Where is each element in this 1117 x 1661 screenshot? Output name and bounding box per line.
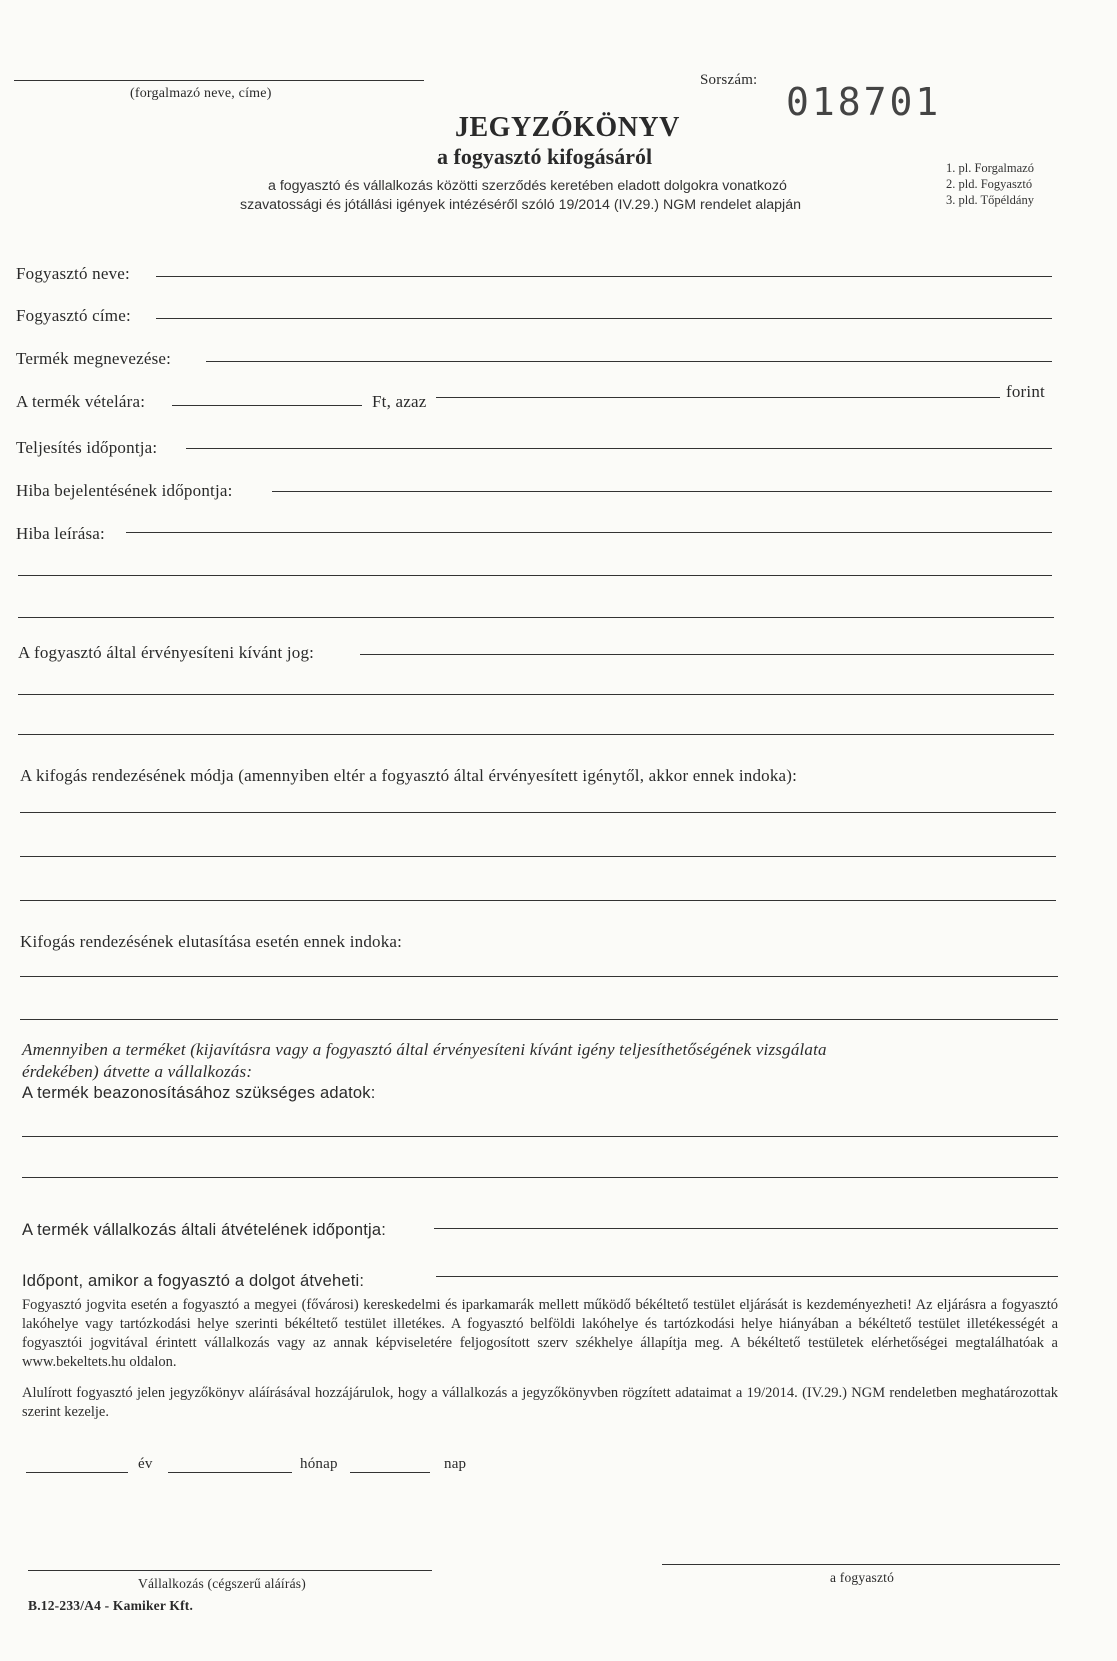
identification-data-line-2[interactable]: [22, 1177, 1058, 1178]
price-words-field[interactable]: [436, 397, 1000, 398]
takeover-date-field[interactable]: [434, 1228, 1058, 1229]
form-code: B.12-233/A4 - Kamiker Kft.: [28, 1598, 194, 1613]
product-name-label: Termék megnevezése:: [16, 349, 172, 368]
identification-data-label: A termék beazonosításához szükséges adatok:: [22, 1084, 376, 1102]
dispute-notice: Fogyasztó jogvita esetén a fogyasztó a megyei (fővárosi) kereskedelmi és iparkamarák mellett működő békéltető testület eljárását is kezdeményezheti! Az eljárásra a fogyasztó lakóhelye vagy tartózkodási helye szerinti békéltető testület illetékes. A fogyasztó belföldi lakóhelye és tartózkodási helye hiányában a békéltető testület illetékességét a fogyasztói jogvitával érintett vállalkozás vagy az annak képviseletére feljogosított szerv székhelye állapítja meg. A békéltető testületek elérhetőségei megtalálhatóak a www.bekeltets.hu oldalon.: [22, 1297, 1058, 1370]
consent-notice: Alulírott fogyasztó jelen jegyzőkönyv aláírásával hozzájárulok, hogy a vállalkozás a jegyzőkönyvben rögzített adataimat a 19/2014. (IV.29.) NGM rendeletben meghatározottak szerint kezelje.: [22, 1385, 1058, 1420]
product-name-field[interactable]: [206, 361, 1052, 362]
rejection-reason-line-2[interactable]: [20, 1019, 1058, 1020]
consumer-name-field[interactable]: [156, 276, 1052, 277]
return-date-label: Időpont, amikor a fogyasztó a dolgot átveheti:: [22, 1272, 365, 1290]
fault-report-date-field[interactable]: [272, 491, 1052, 492]
copy-item: 1. pl. Forgalmazó: [946, 161, 1034, 175]
taken-over-note-line-2: érdekében) átvette a vállalkozás:: [22, 1062, 253, 1081]
return-date-field[interactable]: [436, 1276, 1058, 1277]
completion-date-field[interactable]: [186, 448, 1052, 449]
legal-basis-line-1: a fogyasztó és vállalkozás közötti szerződés keretében eladott dolgokra vonatkozó: [268, 178, 787, 194]
consumer-name-label: Fogyasztó neve:: [16, 264, 130, 283]
claimed-right-field[interactable]: [360, 654, 1054, 655]
legal-basis-line-2: szavatossági és jótállási igények intézéséről szóló 19/2014 (IV.29.) NGM rendelet alapján: [240, 197, 801, 213]
seller-line[interactable]: [14, 80, 424, 81]
day-label: nap: [444, 1456, 467, 1472]
price-ft-label: Ft, azaz: [372, 392, 427, 411]
fault-report-date-label: Hiba bejelentésének időpontja:: [16, 481, 233, 500]
month-label: hónap: [300, 1456, 338, 1472]
claimed-right-line-2[interactable]: [18, 694, 1054, 695]
serial-number: 018701: [786, 80, 942, 124]
fault-description-line-3[interactable]: [18, 617, 1054, 618]
seller-caption: (forgalmazó neve, címe): [130, 86, 272, 101]
rejection-reason-label: Kifogás rendezésének elutasítása esetén ennek indoka:: [20, 932, 403, 951]
company-signature-caption: Vállalkozás (cégszerű aláírás): [138, 1576, 306, 1591]
copy-item: 3. pld. Tőpéldány: [946, 193, 1034, 207]
consumer-signature-line[interactable]: [662, 1564, 1060, 1565]
price-label: A termék vételára:: [16, 392, 146, 411]
identification-data-line-1[interactable]: [22, 1136, 1058, 1137]
company-signature-line[interactable]: [28, 1570, 432, 1571]
claimed-right-label: A fogyasztó által érvényesíteni kívánt jog:: [18, 643, 315, 662]
month-field[interactable]: [168, 1472, 292, 1473]
rejection-reason-line-1[interactable]: [20, 976, 1058, 977]
page-subtitle: a fogyasztó kifogásáról: [437, 144, 653, 169]
completion-date-label: Teljesítés időpontja:: [16, 438, 158, 457]
takeover-date-label: A termék vállalkozás általi átvételének időpontja:: [22, 1221, 387, 1239]
fault-description-line-2[interactable]: [18, 575, 1052, 576]
consumer-address-field[interactable]: [156, 318, 1052, 319]
consumer-address-label: Fogyasztó címe:: [16, 306, 131, 325]
copy-item: 2. pld. Fogyasztó: [946, 177, 1033, 191]
copy-list: [946, 160, 1034, 208]
price-number-field[interactable]: [172, 405, 362, 406]
claimed-right-line-3[interactable]: [18, 734, 1054, 735]
taken-over-note-line-1: Amennyiben a terméket (kijavításra vagy a fogyasztó által érvényesíteni kívánt igény teljesíthetőségének vizsgálata: [22, 1040, 827, 1059]
consumer-signature-caption: a fogyasztó: [830, 1570, 895, 1585]
settlement-method-label: A kifogás rendezésének módja (amennyiben eltér a fogyasztó által érvényesített igénytől, akkor ennek indoka):: [20, 766, 798, 785]
page-title: JEGYZŐKÖNYV: [455, 112, 680, 143]
year-field[interactable]: [26, 1472, 128, 1473]
day-field[interactable]: [350, 1472, 430, 1473]
settlement-method-line-1[interactable]: [20, 812, 1056, 813]
year-label: év: [138, 1456, 153, 1472]
settlement-method-line-3[interactable]: [20, 900, 1056, 901]
fault-description-label: Hiba leírása:: [16, 524, 105, 543]
fault-description-field[interactable]: [126, 532, 1052, 533]
price-forint-label: forint: [1006, 382, 1045, 401]
settlement-method-line-2[interactable]: [20, 856, 1056, 857]
serial-label: Sorszám:: [700, 72, 758, 88]
